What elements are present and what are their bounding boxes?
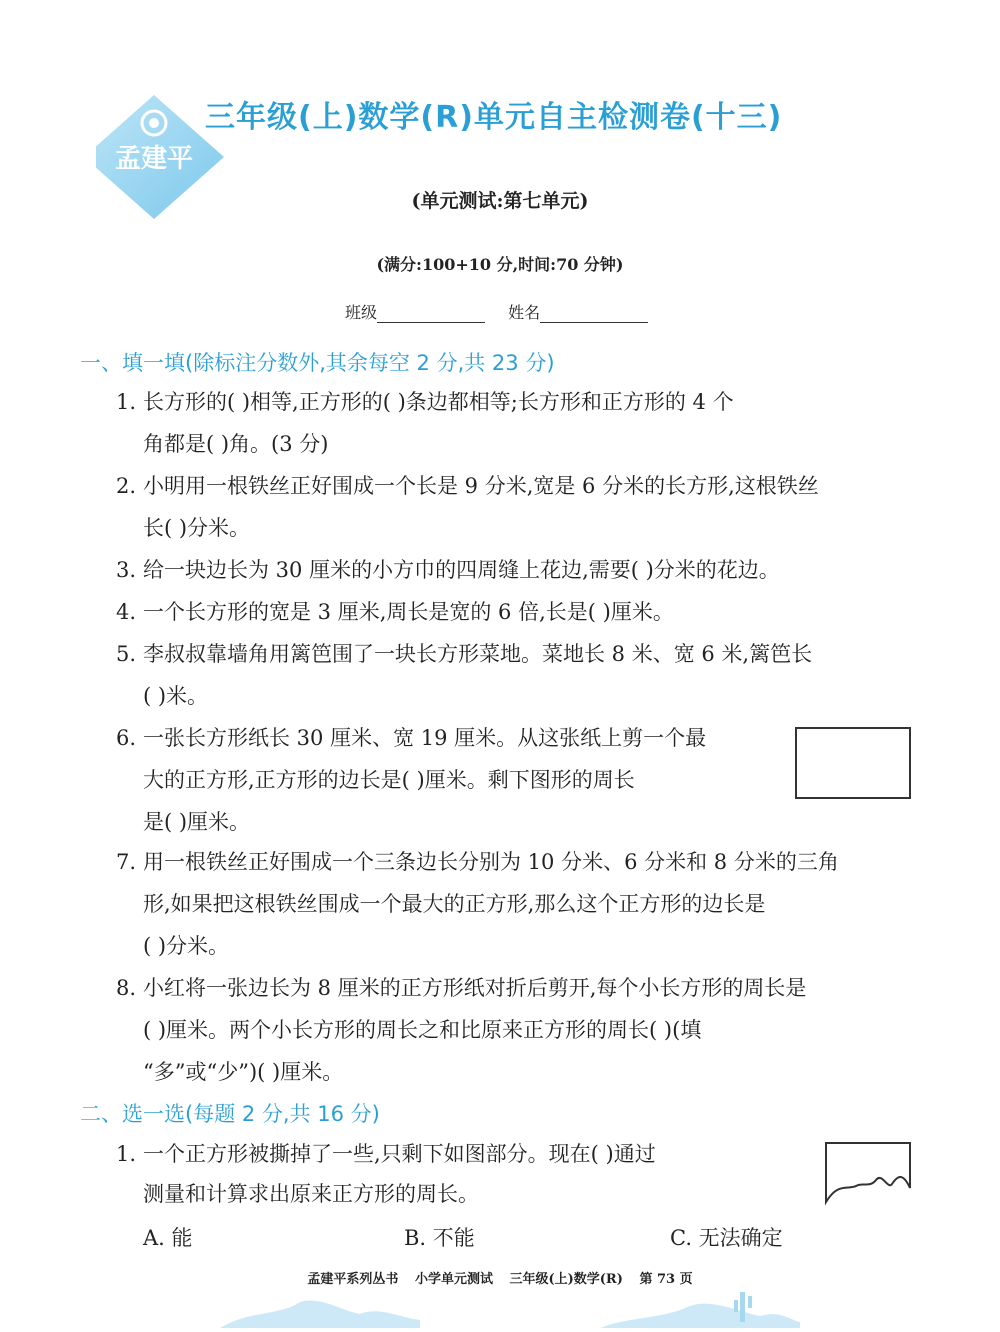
q5-line1: 李叔叔靠墙角用篱笆围了一块长方形菜地。菜地长 8 米、宽 6 米,篱笆长 [143, 642, 813, 666]
q3-number: 3. [116, 558, 137, 582]
footer-page: 第 73 页 [639, 1272, 693, 1287]
class-blank[interactable] [377, 304, 485, 323]
logo-text: 孟建平 [114, 144, 194, 174]
subtitle: (单元测试:第七单元) [411, 190, 589, 212]
q7-line3: ( )分米。 [143, 934, 230, 958]
s2-q1-number: 1. [116, 1142, 137, 1166]
section1-heading: 一、填一填(除标注分数外,其余每空 2 分,共 23 分) [80, 351, 555, 375]
q4-number: 4. [116, 600, 137, 624]
s2-q1-line2: 测量和计算求出原来正方形的周长。 [143, 1182, 479, 1206]
q6-line2: 大的正方形,正方形的边长是( )厘米。剩下图形的周长 [143, 768, 635, 792]
q6-line1: 一张长方形纸长 30 厘米、宽 19 厘米。从这张纸上剪一个最 [143, 726, 707, 750]
q8-line2: ( )厘米。两个小长方形的周长之和比原来正方形的周长( )(填 [143, 1018, 702, 1042]
q2-line1: 小明用一根铁丝正好围成一个长是 9 分米,宽是 6 分米的长方形,这根铁丝 [143, 474, 819, 498]
option-b[interactable]: B. 不能 [404, 1226, 475, 1250]
score-time: (满分:100+10 分,时间:70 分钟) [376, 255, 624, 274]
q8-line3: “多”或“少”)( )厘米。 [143, 1060, 344, 1084]
footer-grade: 三年级(上)数学(R) [509, 1272, 623, 1287]
torn-square-figure [822, 1140, 914, 1210]
page-title: 三年级(上)数学(R)单元自主检测卷(十三) [205, 100, 783, 135]
q2-number: 2. [116, 474, 137, 498]
q1-line1: 长方形的( )相等,正方形的( )条边都相等;长方形和正方形的 4 个 [143, 390, 734, 414]
q6-number: 6. [116, 726, 137, 750]
q6-line3: 是( )厘米。 [143, 810, 251, 834]
rectangle-figure [795, 727, 911, 799]
q4-line1: 一个长方形的宽是 3 厘米,周长是宽的 6 倍,长是( )厘米。 [143, 600, 674, 624]
section2-heading: 二、选一选(每题 2 分,共 16 分) [80, 1102, 380, 1126]
s2-q1-line1: 一个正方形被撕掉了一些,只剩下如图部分。现在( )通过 [143, 1142, 656, 1166]
name-label: 姓名 [508, 303, 541, 322]
q3-line1: 给一块边长为 30 厘米的小方巾的四周缝上花边,需要( )分米的花边。 [143, 558, 780, 582]
q2-line2: 长( )分米。 [143, 516, 251, 540]
student-info [345, 300, 666, 323]
footer-series: 孟建平系列丛书 [307, 1272, 399, 1287]
footer [0, 1268, 1000, 1287]
q7-line2: 形,如果把这根铁丝围成一个最大的正方形,那么这个正方形的边长是 [143, 892, 766, 916]
q5-number: 5. [116, 642, 137, 666]
q7-line1: 用一根铁丝正好围成一个三条边长分别为 10 分米、6 分米和 8 分米的三角 [143, 850, 839, 874]
q7-number: 7. [116, 850, 137, 874]
q8-line1: 小红将一张边长为 8 厘米的正方形纸对折后剪开,每个小长方形的周长是 [143, 976, 807, 1000]
class-label: 班级 [345, 303, 378, 322]
q1-number: 1. [116, 390, 137, 414]
name-blank[interactable] [540, 304, 648, 323]
footer-book: 小学单元测试 [414, 1272, 493, 1287]
option-c[interactable]: C. 无法确定 [670, 1226, 783, 1250]
q1-line2: 角都是( )角。(3 分) [143, 432, 329, 456]
q8-number: 8. [116, 976, 137, 1000]
q5-line2: ( )米。 [143, 684, 209, 708]
option-a[interactable]: A. 能 [143, 1226, 193, 1250]
